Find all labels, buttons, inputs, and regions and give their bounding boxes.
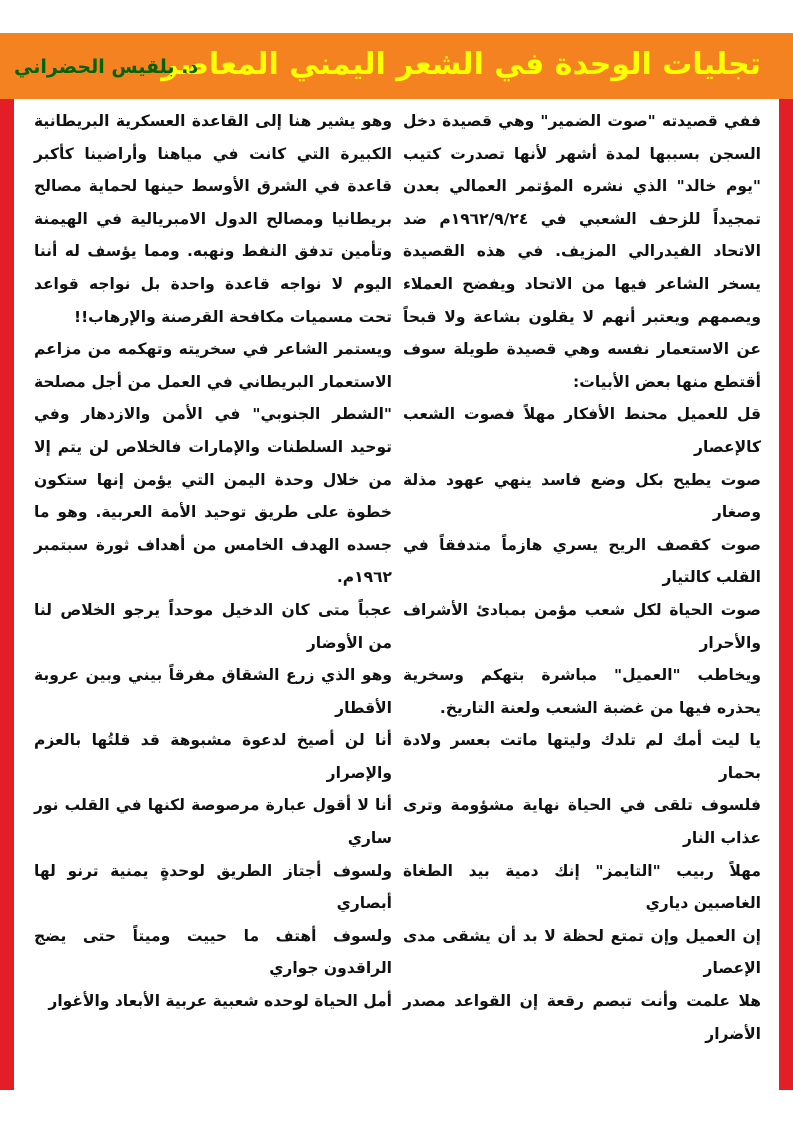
poem-line: وهو الذي زرع الشقاق مفرقاً بيني وبين عروبة الأقطار [34,666,392,717]
poem-line: أنا لا أقول عبارة مرصوصة لكنها في القلب نور ساري [34,796,392,848]
poem-line: هلا علمت وأنت تبصم رقعة إن القواعد مصدر الأضرار [403,992,761,1043]
poem-line: ولسوف أجتاز الطريق لوحدةٍ يمنية ترنو لها أبصاري [34,861,392,913]
left-column [34,105,392,1018]
poem-line: أنا لن أصيخ لدعوة مشبوهة قد قلتُها بالعزم والإصرار [34,731,392,782]
poem-line: أمل الحياة لوحده شعبية عربية الأبعاد والأغوار [48,992,392,1011]
poem-line: قل للعميل محنط الأفكار مهلاً فصوت الشعب كالإعصار [403,405,761,456]
poem-line: فلسوف تلقى في الحياة نهاية مشؤومة وترى عذاب النار [403,796,761,848]
poem-line: يا ليت أمك لم تلدك وليتها ماتت بعسر ولادة بحمار [403,731,761,782]
article-title: تجليات الوحدة في الشعر اليمني المعاصر [161,47,761,82]
poem-line: إن العميل وإن تمتع لحظة لا بد أن يشقى مدى الإعصار [403,926,761,978]
paragraph: ويستمر الشاعر في سخريته وتهكمه من مزاعم الاستعمار البريطاني في العمل من أجل مصلحة "الشطر الجنوبي" في الأمن والازدهار وفي توحيد السلطنات والإمارات فالخلاص لن يتم إلا من خلال وحدة اليمن التي يؤمن إنها ستكون خطوة على طريق توحيد الأمة العربية. وهو ما جسده الهدف الخامس من أهداف ثورة سبتمبر ١٩٦٢م. [34,340,392,587]
page-border [0,99,793,1090]
poem-line: صوت الحياة لكل شعب مؤمن بمبادئ الأشراف والأحرار [403,600,761,652]
paragraph: وهو يشير هنا إلى القاعدة العسكرية البريطانية الكبيرة التي كانت في مياهنا وأراضينا كأكبر قاعدة في الشرق الأوسط حينها لحماية مصالح بريطانيا ومصالح الدول الامبريالية في الهيمنة وتأمين تدفق النفط ونهبه. ومما يؤسف له أننا اليوم لا نواجه قاعدة واحدة بل نواجه قواعد تحت مسميات مكافحة القرصنة والإرهاب!! [34,112,392,326]
poem-line: صوت كقصف الريح يسري هازماً متدفقاً في القلب كالتيار [403,535,761,587]
right-column [403,105,761,1050]
paragraph: ففي قصيدته "صوت الضمير" وهي قصيدة دخل السجن بسببها لمدة أشهر لأنها تصدرت كتيب "يوم خالد" الذي نشره المؤتمر العمالي بعدن تمجيداً للزحف الشعبي في ١٩٦٢/٩/٢٤م ضد الاتحاد الفيدرالي المزيف. في هذه القصيدة يسخر الشاعر فيها من الاتحاد ويفضح العملاء ويصمهم ويعتبر أنهم لا يقلون بشاعة ولا قبحاً عن الاستعمار نفسه وهي قصيدة طويلة سوف أقتطع منها بعض الأبيات: [403,112,761,391]
poem-line: عجباً متى كان الدخيل موحداً يرجو الخلاص لنا من الأوضار [34,600,392,652]
author-name: د. بلقيس الحضراني [14,56,199,78]
poem-line: ولسوف أهتف ما حييت وميتاً حتى يضج الراقدون جواري [34,926,392,978]
content-panel [14,99,779,1090]
poem-line: صوت يطيح بكل وضع فاسد ينهي عهود مذلة وصغار [403,470,761,522]
poem-line: مهلاً ربيب "التايمز" إنك دمية بيد الطغاة الغاصبين دياري [403,861,761,913]
paragraph: ويخاطب "العميل" مباشرة بتهكم وسخرية يحذره فيها من غضبة الشعب ولعنة التاريخ. [403,666,761,717]
page-header [0,33,793,99]
